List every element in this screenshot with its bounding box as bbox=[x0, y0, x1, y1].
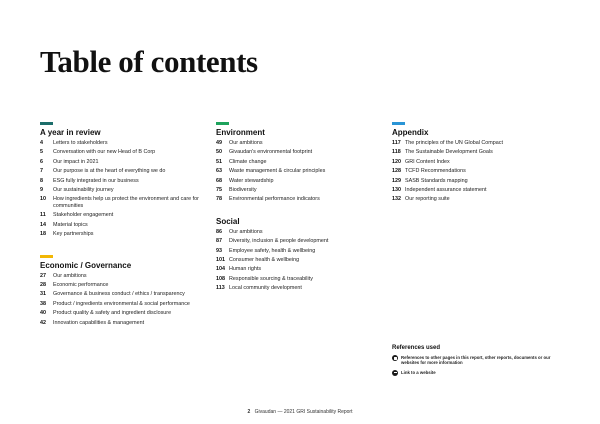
toc-entry[interactable] bbox=[216, 248, 386, 255]
toc-entry-label: Givaudan's environmental footprint bbox=[229, 149, 313, 156]
toc-page-number: 8 bbox=[40, 177, 43, 184]
toc-page-number: 63 bbox=[216, 168, 222, 175]
references-legend bbox=[392, 345, 552, 380]
toc-page-number: 28 bbox=[40, 282, 46, 288]
toc-page-number: 117 bbox=[392, 140, 401, 146]
toc-entry[interactable] bbox=[40, 301, 210, 308]
toc-entry[interactable] bbox=[40, 222, 210, 229]
toc-entry-label: TCFD Recommendations bbox=[405, 168, 466, 175]
toc-page-number: 118 bbox=[392, 149, 401, 156]
section-accent-bar bbox=[216, 122, 229, 125]
column-middle bbox=[216, 122, 386, 294]
toc-entry[interactable] bbox=[216, 178, 386, 185]
toc-page-number: 104 bbox=[216, 266, 225, 273]
toc-entry-label: Our ambitions bbox=[229, 140, 263, 146]
toc-page-number: 86 bbox=[216, 228, 222, 235]
toc-entry-label: How ingredients help us protect the environment and care for communities bbox=[53, 196, 199, 210]
toc-page-number: 18 bbox=[40, 231, 46, 238]
toc-entry[interactable] bbox=[40, 273, 210, 280]
footer-page-number: 2 bbox=[247, 409, 251, 415]
entry-list bbox=[216, 140, 386, 203]
toc-entry-label: Diversity, inclusion & people development bbox=[229, 238, 329, 245]
toc-entry[interactable] bbox=[216, 196, 386, 203]
section-title: Economic / Governance bbox=[40, 260, 132, 270]
toc-entry[interactable] bbox=[216, 257, 386, 264]
section-accent-bar bbox=[40, 255, 53, 258]
toc-entry[interactable] bbox=[216, 285, 386, 292]
toc-entry[interactable] bbox=[216, 168, 386, 175]
toc-page-number: 27 bbox=[40, 272, 46, 279]
toc-entry-label: GRI Content Index bbox=[405, 158, 450, 165]
toc-page-number: 42 bbox=[40, 319, 46, 326]
toc-page-number: 14 bbox=[40, 221, 46, 228]
reference-text: References to other pages in this report, other reports, documents or our websites for more information bbox=[401, 355, 551, 366]
toc-entry[interactable] bbox=[216, 238, 386, 245]
toc-page-number: 101 bbox=[216, 256, 225, 263]
entry-list bbox=[40, 140, 210, 238]
footer-text: Givaudan — 2021 GRI Sustainability Report bbox=[254, 409, 353, 415]
toc-entry[interactable] bbox=[392, 140, 562, 147]
toc-page-number: 11 bbox=[40, 212, 46, 219]
toc-entry-label: Economic performance bbox=[53, 282, 109, 288]
toc-entry-label: Our purpose is at the heart of everything we do bbox=[53, 168, 166, 175]
toc-entry[interactable] bbox=[392, 187, 562, 194]
toc-page-number: 40 bbox=[40, 310, 46, 317]
entry-list bbox=[392, 140, 562, 203]
toc-entry[interactable] bbox=[40, 140, 210, 147]
toc-entry-label: Local community development bbox=[229, 285, 302, 292]
toc-page-number: 5 bbox=[40, 149, 43, 156]
toc-entry[interactable] bbox=[40, 196, 210, 209]
toc-entry[interactable] bbox=[216, 159, 386, 166]
section-title: Social bbox=[216, 216, 240, 226]
toc-entry-label: SASB Standards mapping bbox=[405, 177, 468, 184]
toc-entry[interactable] bbox=[216, 187, 386, 194]
reference-item-link bbox=[392, 370, 552, 376]
page-footer bbox=[0, 409, 600, 415]
toc-entry[interactable] bbox=[392, 178, 562, 185]
toc-entry-label: Governance & business conduct / ethics / transparency bbox=[53, 291, 185, 298]
toc-entry-label: Our reporting suite bbox=[405, 196, 450, 203]
section-appendix bbox=[392, 122, 562, 203]
toc-entry[interactable] bbox=[40, 282, 210, 289]
toc-entry-label: Water stewardship bbox=[229, 177, 274, 184]
toc-entry[interactable] bbox=[216, 149, 386, 156]
toc-entry[interactable] bbox=[216, 276, 386, 283]
section-social bbox=[216, 217, 386, 292]
toc-entry-label: Responsible sourcing & traceability bbox=[229, 275, 313, 282]
toc-page-number: 38 bbox=[40, 300, 46, 307]
section-title: Environment bbox=[216, 128, 265, 137]
section-environment bbox=[216, 122, 386, 203]
section-title: Appendix bbox=[392, 128, 429, 137]
toc-page-number: 87 bbox=[216, 238, 222, 245]
references-title: References used bbox=[392, 345, 441, 351]
toc-entry-label: The principles of the UN Global Compact bbox=[405, 140, 503, 146]
toc-page-number: 31 bbox=[40, 291, 46, 298]
toc-entry[interactable] bbox=[40, 212, 210, 219]
toc-entry-label: Key partnerships bbox=[53, 231, 94, 238]
toc-entry-label: Climate change bbox=[229, 158, 267, 165]
toc-page-number: 51 bbox=[216, 158, 222, 165]
toc-page-number: 50 bbox=[216, 149, 222, 156]
page-reference-icon bbox=[392, 355, 398, 361]
entry-list bbox=[40, 273, 210, 327]
toc-entry[interactable] bbox=[392, 196, 562, 203]
reference-text: Link to a website bbox=[401, 369, 436, 375]
toc-entry-label: Our ambitions bbox=[53, 272, 87, 279]
toc-entry-label: Our sustainability journey bbox=[53, 186, 114, 193]
toc-page-number: 120 bbox=[392, 158, 401, 165]
toc-entry-label: Biodiversity bbox=[229, 186, 257, 193]
toc-entry[interactable] bbox=[40, 291, 210, 298]
toc-page-number: 75 bbox=[216, 186, 222, 193]
toc-entry[interactable] bbox=[40, 187, 210, 194]
toc-entry[interactable] bbox=[392, 149, 562, 156]
toc-page-number: 6 bbox=[40, 158, 43, 165]
toc-entry[interactable] bbox=[40, 231, 210, 238]
toc-entry-label: Our impact in 2021 bbox=[53, 158, 99, 165]
toc-page-number: 10 bbox=[40, 196, 46, 203]
toc-page-number: 9 bbox=[40, 186, 43, 193]
toc-page-number: 49 bbox=[216, 140, 222, 146]
toc-entry-label: Stakeholder engagement bbox=[53, 212, 114, 219]
toc-entry-label: Material topics bbox=[53, 221, 88, 228]
page-title: Table of contents bbox=[40, 44, 258, 79]
toc-entry[interactable] bbox=[40, 168, 210, 175]
toc-entry[interactable] bbox=[40, 178, 210, 185]
toc-entry[interactable] bbox=[40, 159, 210, 166]
toc-page-number: 7 bbox=[40, 168, 43, 175]
toc-entry-label: Human rights bbox=[229, 266, 262, 273]
toc-page-number: 128 bbox=[392, 168, 401, 175]
toc-entry-label: Letters to stakeholders bbox=[53, 140, 108, 146]
toc-page-number: 78 bbox=[216, 196, 222, 203]
section-economic-governance bbox=[40, 255, 210, 327]
toc-page-number: 113 bbox=[216, 285, 225, 292]
toc-page-number: 132 bbox=[392, 196, 401, 203]
entry-list bbox=[216, 229, 386, 292]
toc-page-number: 130 bbox=[392, 186, 401, 193]
toc-entry[interactable] bbox=[40, 310, 210, 317]
link-icon bbox=[392, 370, 398, 376]
column-left bbox=[40, 122, 210, 329]
toc-page-number: 129 bbox=[392, 177, 401, 184]
toc-entry[interactable] bbox=[40, 149, 210, 156]
section-title: A year in review bbox=[40, 128, 101, 137]
toc-entry[interactable] bbox=[216, 229, 386, 236]
toc-entry-label: Independent assurance statement bbox=[405, 186, 487, 193]
toc-page-number: 93 bbox=[216, 247, 222, 254]
toc-entry[interactable] bbox=[392, 159, 562, 166]
toc-entry-label: Environmental performance indicators bbox=[229, 196, 320, 203]
section-accent-bar bbox=[40, 122, 53, 125]
toc-entry-label: Employee safety, health & wellbeing bbox=[229, 247, 316, 254]
toc-entry-label: Consumer health & wellbeing bbox=[229, 256, 300, 263]
toc-entry-label: Our ambitions bbox=[229, 228, 263, 235]
toc-page-number: 68 bbox=[216, 177, 222, 184]
toc-entry-label: Conversation with our new Head of B Corp bbox=[53, 149, 156, 156]
toc-page-number: 108 bbox=[216, 275, 225, 282]
column-right bbox=[392, 122, 562, 206]
toc-entry[interactable] bbox=[40, 320, 210, 327]
toc-entry-label: Waste management & circular principles bbox=[229, 168, 326, 175]
toc-page-number: 4 bbox=[40, 140, 43, 146]
toc-entry-label: Product / ingredients environmental & social performance bbox=[53, 300, 190, 307]
section-accent-bar bbox=[392, 122, 405, 125]
toc-entry-label: Innovation capabilities & management bbox=[53, 319, 145, 326]
toc-entry[interactable] bbox=[216, 266, 386, 273]
toc-entry-label: The Sustainable Development Goals bbox=[405, 149, 493, 156]
toc-entry-label: Product quality & safety and ingredient disclosure bbox=[53, 310, 172, 317]
reference-item-page bbox=[392, 355, 552, 366]
section-year-in-review bbox=[40, 122, 210, 238]
toc-entry[interactable] bbox=[392, 168, 562, 175]
toc-entry[interactable] bbox=[216, 140, 386, 147]
toc-entry-label: ESG fully integrated in our business bbox=[53, 177, 139, 184]
